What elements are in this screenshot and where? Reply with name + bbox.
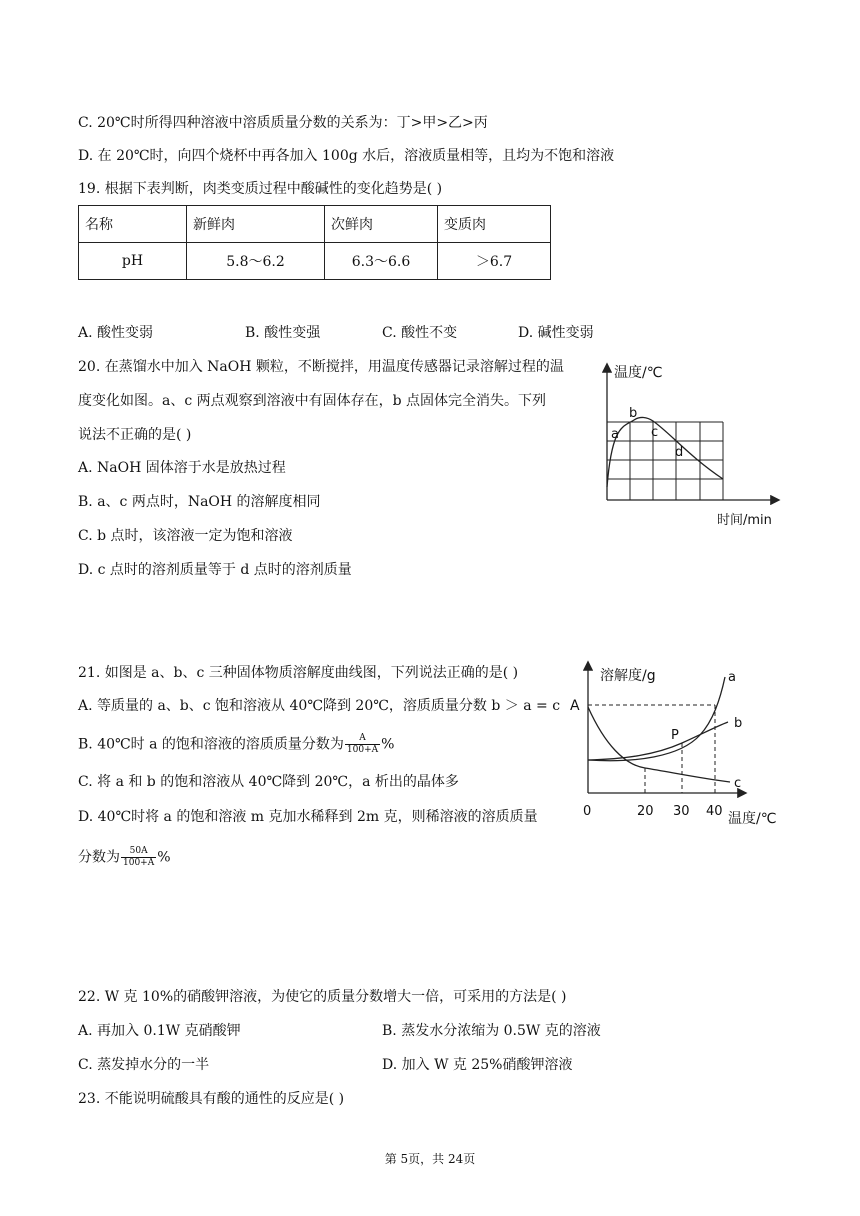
q18-option-d: D. 在 20℃时，向四个烧杯中再各加入 100g 水后，溶液质量相等，且均为不饱和溶液	[78, 148, 615, 164]
table-header-cell: 名称	[79, 206, 187, 243]
q22-option-a: A. 再加入 0.1W 克硝酸钾	[78, 1023, 241, 1039]
q21-option-d-line2	[78, 846, 171, 869]
q19-option-d: D. 碱性变弱	[518, 325, 594, 341]
diagram-grid	[607, 422, 723, 500]
q21-option-b-text: B. 40℃时 a 的饱和溶液的溶质质量分数为	[78, 736, 344, 753]
diagram-ylabel: 温度/℃	[614, 365, 663, 381]
y-mark-a: A	[570, 698, 580, 714]
diagram-ylabel: 溶解度/g	[600, 668, 656, 684]
q20-option-d: D. c 点时的溶剂质量等于 d 点时的溶剂质量	[78, 562, 352, 578]
solubility-curve-diagram	[565, 655, 790, 835]
q22-option-d: D. 加入 W 克 25%硝酸钾溶液	[382, 1057, 573, 1073]
temperature-time-diagram	[590, 355, 790, 535]
q21-option-d-line1: D. 40℃时将 a 的饱和溶液 m 克加水稀释到 2m 克，则稀溶液的溶质质量	[78, 809, 538, 825]
q23-stem: 23. 不能说明硫酸具有酸的通性的反应是( )	[78, 1091, 345, 1107]
q22-option-c: C. 蒸发掉水分的一半	[78, 1057, 210, 1073]
fraction-denominator: 100+A	[346, 745, 379, 755]
table-cell: ＞6.7	[438, 243, 551, 280]
curve-b	[588, 722, 728, 760]
curve-label-c: c	[734, 776, 742, 791]
q20-stem-line3: 说法不正确的是( )	[78, 427, 192, 443]
q19-stem: 19. 根据下表判断，肉类变质过程中酸碱性的变化趋势是( )	[78, 181, 443, 197]
point-label-c: c	[651, 425, 659, 440]
fraction-denominator: 100+A	[123, 858, 155, 868]
fraction	[345, 733, 380, 756]
table-header-cell: 变质肉	[438, 206, 551, 243]
q20-option-c: C. b 点时，该溶液一定为饱和溶液	[78, 528, 293, 544]
q21-option-a: A. 等质量的 a、b、c 饱和溶液从 40℃降到 20℃，溶质质量分数 b ＞ a = c	[78, 698, 561, 714]
x-tick-label: 0	[583, 804, 592, 819]
q20-stem-line1: 20. 在蒸馏水中加入 NaOH 颗粒，不断搅拌，用温度传感器记录溶解过程的温	[78, 359, 564, 375]
q20-option-b: B. a、c 两点时，NaOH 的溶解度相同	[78, 494, 321, 510]
fraction-numerator: 50A	[121, 846, 156, 858]
fraction	[121, 846, 156, 869]
fraction-numerator: A	[345, 733, 380, 745]
x-tick-label: 30	[673, 804, 690, 819]
q19-option-a: A. 酸性变弱	[78, 325, 154, 341]
q21-stem: 21. 如图是 a、b、c 三种固体物质溶解度曲线图，下列说法正确的是( )	[78, 665, 519, 681]
point-label-d: d	[675, 445, 684, 460]
curve-c	[588, 707, 730, 782]
q22-stem: 22. W 克 10%的硝酸钾溶液，为使它的质量分数增大一倍，可采用的方法是( )	[78, 989, 567, 1005]
table-header-row	[79, 206, 551, 243]
x-tick-label: 40	[706, 804, 723, 819]
percent-sign: %	[157, 849, 171, 866]
diagram-xlabel: 温度/℃	[728, 811, 777, 827]
table-header-cell: 次鲜肉	[325, 206, 438, 243]
curve-a	[588, 677, 725, 761]
table-cell: 6.3～6.6	[325, 243, 438, 280]
q21-option-b	[78, 733, 394, 756]
q21-option-d-text: 分数为	[78, 849, 120, 866]
table-header-cell: 新鲜肉	[187, 206, 325, 243]
q20-option-a: A. NaOH 固体溶于水是放热过程	[78, 460, 286, 476]
q18-option-c: C. 20℃时所得四种溶液中溶质质量分数的关系为：丁>甲>乙>丙	[78, 115, 488, 131]
table-cell: 5.8～6.2	[187, 243, 325, 280]
curve-label-b: b	[734, 716, 743, 731]
table-cell: pH	[79, 243, 187, 280]
table-row	[79, 243, 551, 280]
q21-option-c: C. 将 a 和 b 的饱和溶液从 40℃降到 20℃，a 析出的晶体多	[78, 774, 459, 790]
q19-option-c: C. 酸性不变	[382, 325, 458, 341]
curve-label-a: a	[728, 670, 736, 685]
q20-stem-line2: 度变化如图。a、c 两点观察到溶液中有固体存在，b 点固体完全消失。下列	[78, 393, 547, 409]
page-footer: 第 5页，共 24页	[384, 1152, 476, 1166]
intersection-label-p: P	[671, 728, 679, 743]
temperature-curve	[607, 417, 723, 487]
point-label-b: b	[629, 406, 638, 421]
diagram-xlabel: 时间/min	[717, 513, 772, 528]
guide-lines	[588, 705, 715, 793]
percent-sign: %	[381, 736, 395, 753]
q19-option-b: B. 酸性变强	[245, 325, 321, 341]
x-tick-label: 20	[637, 804, 654, 819]
point-label-a: a	[611, 427, 619, 442]
q22-option-b: B. 蒸发水分浓缩为 0.5W 克的溶液	[382, 1023, 601, 1039]
ph-table	[78, 205, 551, 280]
